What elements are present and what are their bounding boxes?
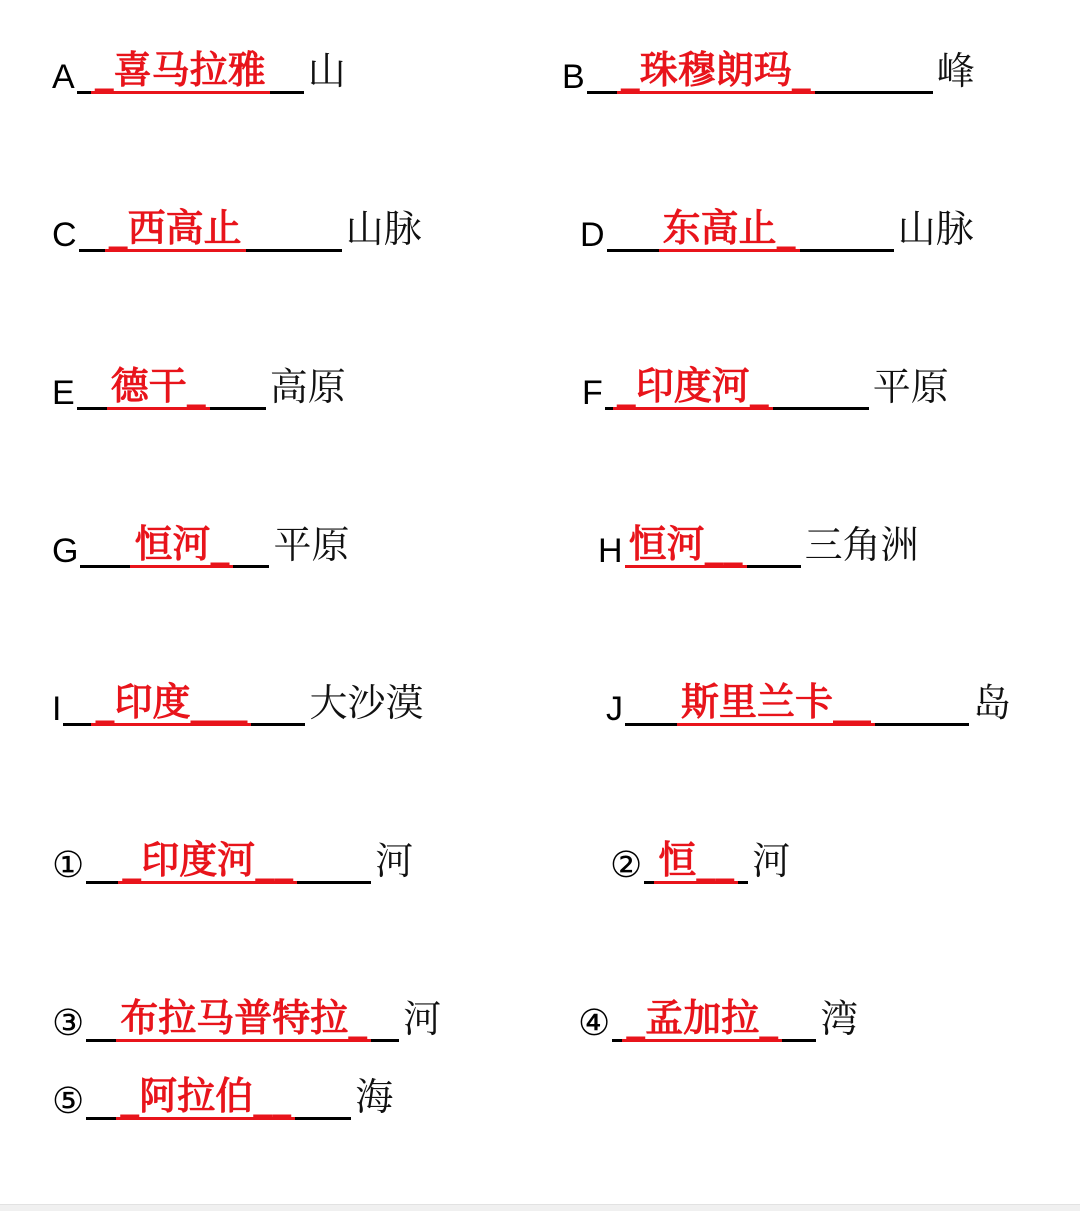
answer-text: _西高止 [105,209,246,252]
question-suffix: 平原 [273,523,350,567]
answer-text: _孟加拉_ [622,999,782,1042]
answer-blank [644,838,748,884]
answer-blank [612,996,816,1042]
question-label: E [52,374,75,412]
question-3 [52,996,441,1042]
answer-text: 恒__ [654,841,738,884]
question-label: ⑤ [52,1081,85,1122]
answer-text: _珠穆朗玛_ [617,51,815,94]
question-c [52,206,422,252]
question-suffix: 平原 [872,365,949,409]
question-suffix: 河 [375,839,414,883]
answer-text: 布拉马普特拉_ [116,999,371,1042]
answer-blank [86,996,399,1042]
question-label: ② [610,845,643,886]
answer-blank [86,1074,351,1120]
answer-blank [63,680,305,726]
question-2 [610,838,790,884]
question-label: H [598,532,623,570]
question-5 [52,1074,393,1120]
answer-text: 东高止_ [659,209,800,252]
question-i [52,680,423,726]
question-label: ① [52,845,85,886]
answer-blank [625,522,801,568]
answer-blank [79,206,342,252]
question-label: I [52,690,62,728]
question-h [598,522,919,568]
question-suffix: 三角洲 [804,523,919,567]
answer-blank [80,522,269,568]
answer-blank [77,364,266,410]
answer-blank [605,364,869,410]
question-suffix: 山脉 [345,207,422,251]
answer-text: 斯里兰卡__ [677,683,875,726]
question-b [562,48,975,94]
question-j [606,680,1011,726]
question-suffix: 岛 [973,681,1012,725]
question-e [52,364,346,410]
answer-text: _印度河__ [118,841,297,884]
question-suffix: 山 [307,49,346,93]
bottom-edge-bar [0,1204,1080,1211]
answer-text: 德干_ [107,367,210,410]
question-suffix: 海 [355,1075,394,1119]
question-f [582,364,949,410]
question-suffix: 河 [752,839,791,883]
question-suffix: 河 [403,997,442,1041]
question-suffix: 山脉 [897,207,974,251]
question-suffix: 高原 [269,365,346,409]
answer-text: _阿拉伯__ [116,1077,295,1120]
question-label: A [52,58,75,96]
question-label: G [52,532,79,570]
question-suffix: 大沙漠 [309,681,424,725]
question-label: B [562,58,585,96]
answer-text: _印度河_ [613,367,773,410]
answer-blank [86,838,371,884]
question-d [580,206,974,252]
answer-text: 恒河__ [625,525,747,568]
question-label: J [606,690,623,728]
question-label: ③ [52,1003,85,1044]
answer-blank [587,48,933,94]
answer-blank [77,48,304,94]
question-label: F [582,374,603,412]
answer-text: _喜马拉雅 [91,51,270,94]
question-suffix: 湾 [820,997,859,1041]
question-label: C [52,216,77,254]
answer-blank [625,680,969,726]
question-g [52,522,349,568]
question-a [52,48,346,94]
answer-blank [607,206,894,252]
question-4 [578,996,858,1042]
answer-text: _印度___ [91,683,251,726]
question-suffix: 峰 [936,49,975,93]
answer-text: 恒河_ [130,525,233,568]
question-1 [52,838,413,884]
question-label: ④ [578,1003,611,1044]
question-label: D [580,216,605,254]
